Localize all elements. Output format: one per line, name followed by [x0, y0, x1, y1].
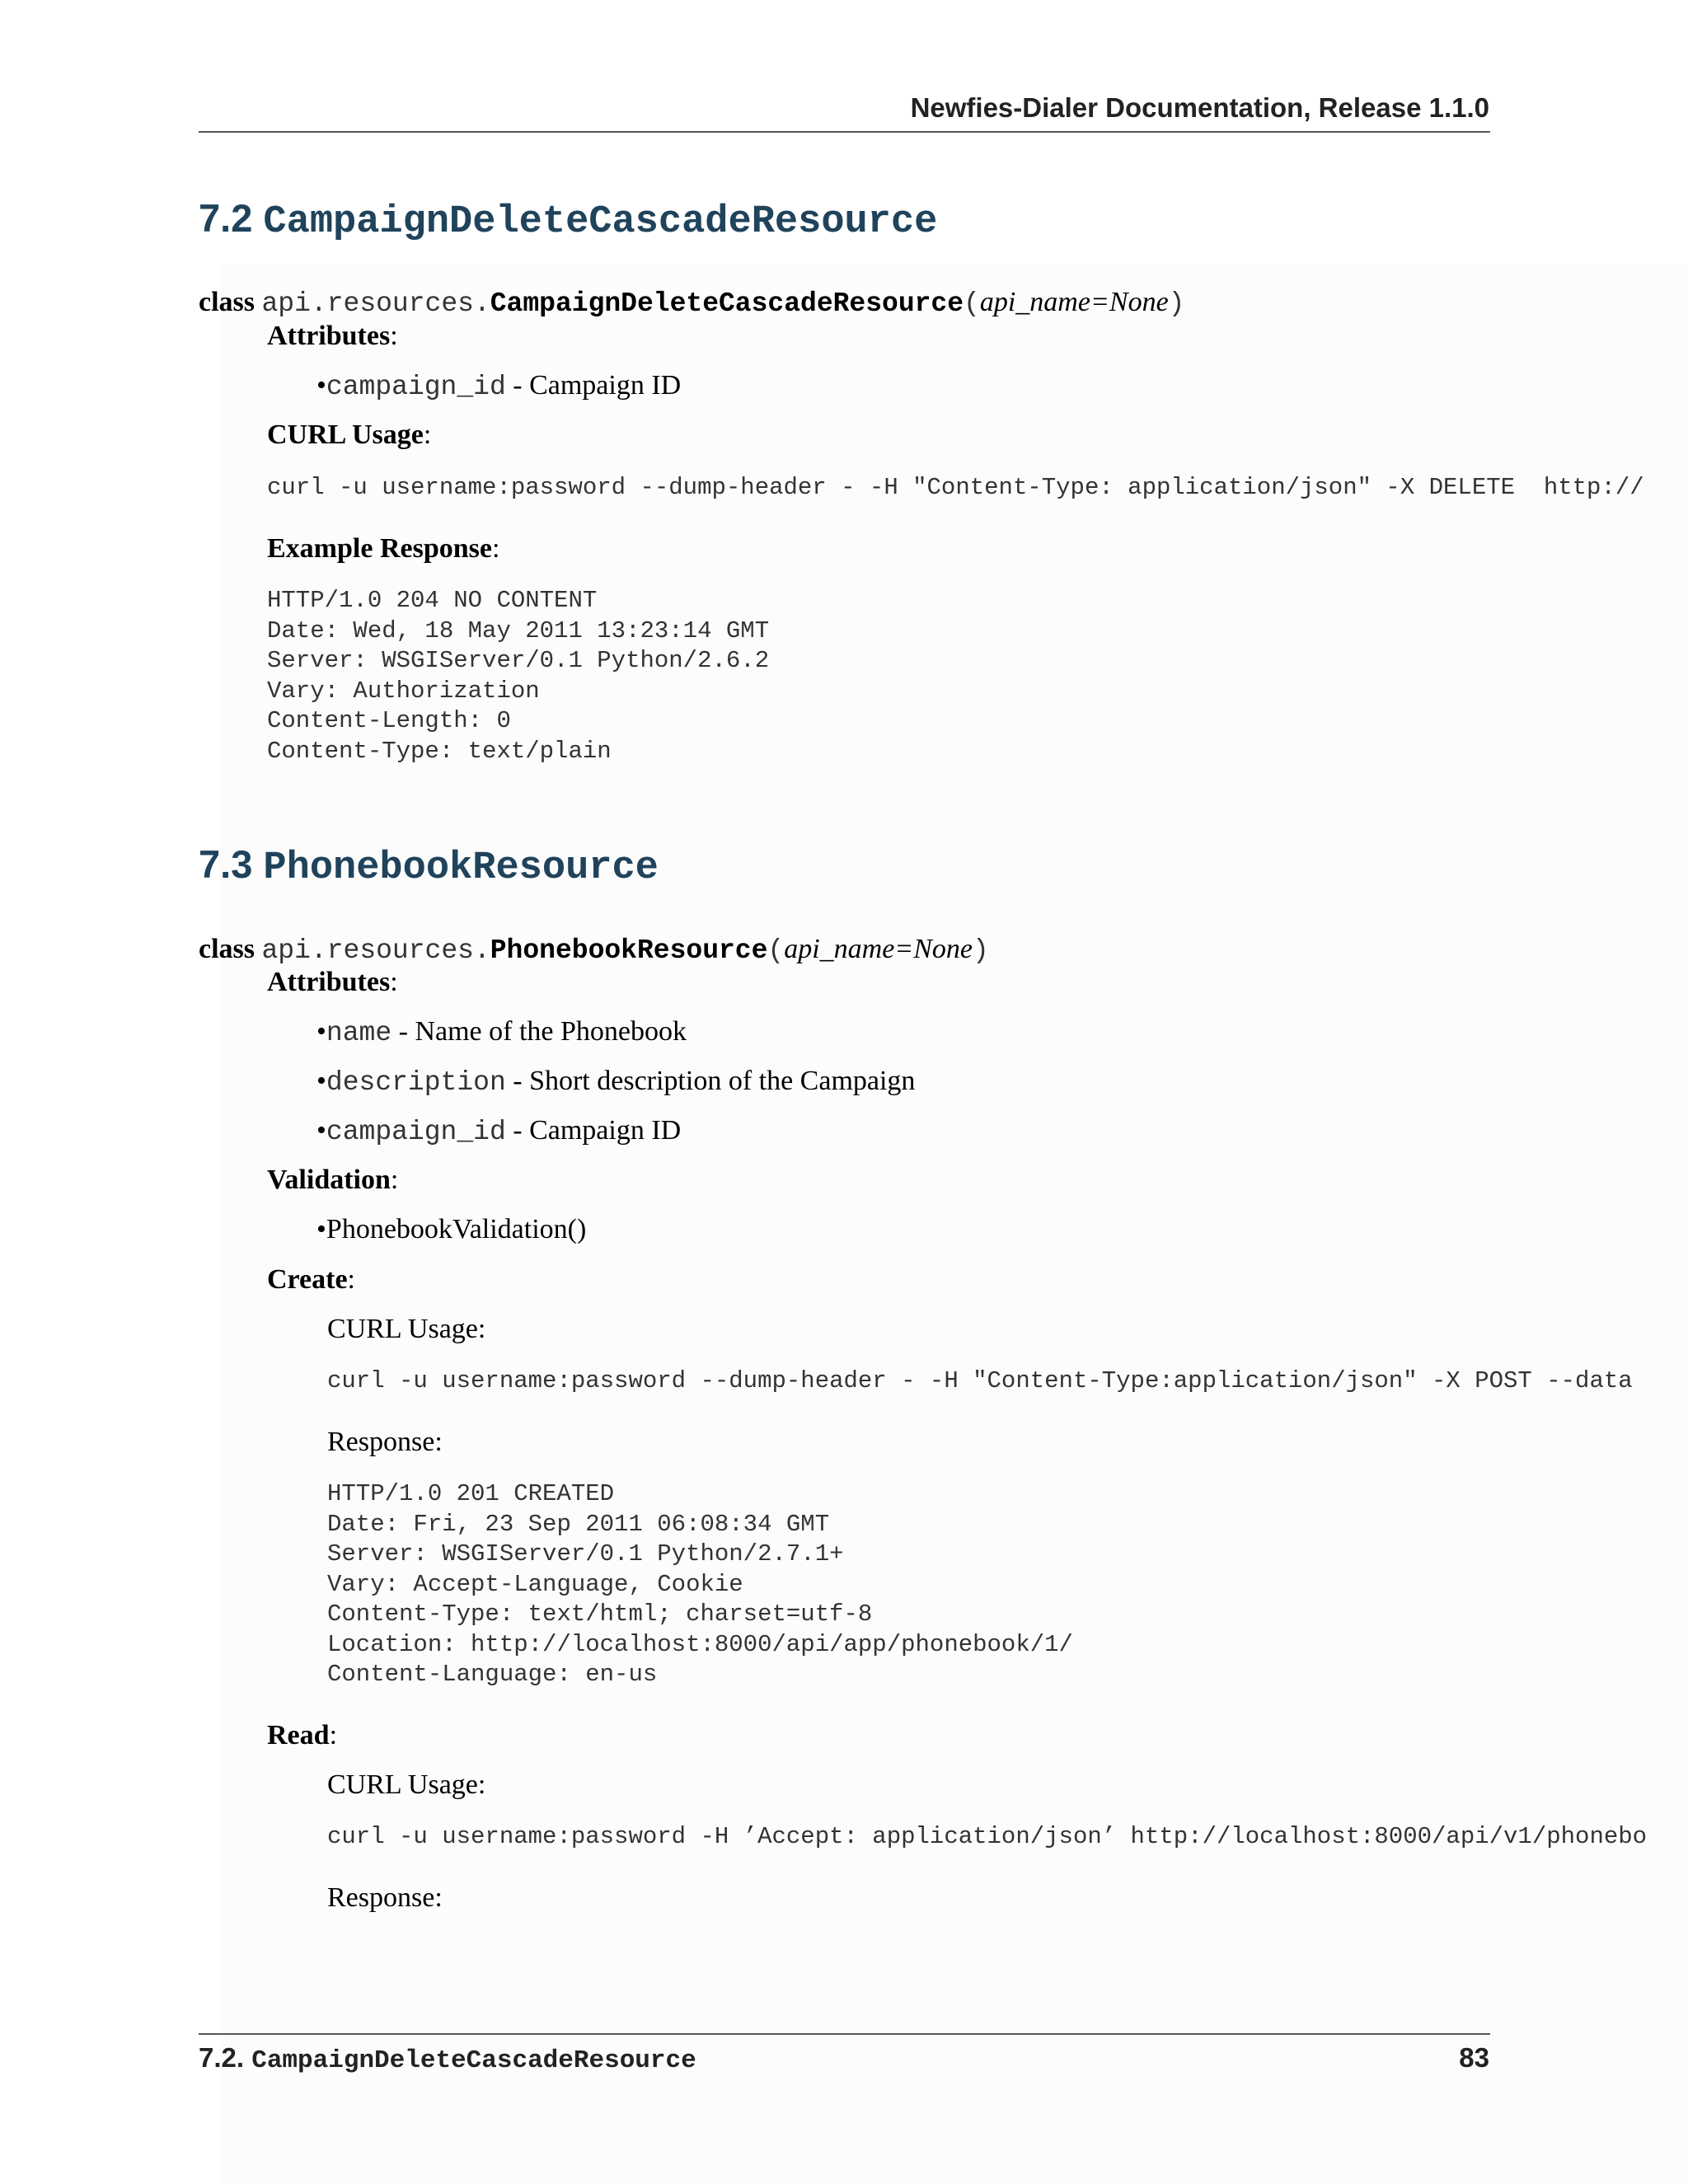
read-response-label: Response:: [327, 1882, 443, 1913]
class-module: api.resources.: [261, 935, 490, 966]
section-title: PhonebookResource: [263, 846, 659, 890]
create-curl-code-block: curl -u username:password --dump-header - -H "Content-Type:application/json" -X POST --data: [327, 1367, 1633, 1394]
attribute-name: name: [326, 1018, 392, 1048]
validation-item: •PhonebookValidation(): [316, 1214, 587, 1244]
create-label: Create:: [267, 1264, 355, 1295]
attributes-label: Attributes:: [267, 967, 398, 997]
create-response-code-block: HTTP/1.0 201 CREATED Date: Fri, 23 Sep 2011 06:08:34 GMT Server: WSGIServer/0.1 Python/2.7.1+ Vary: Accept-Language, Cookie Content-Type: text/html; charset=utf-8 Location: http://localhost:8000/api/app/phonebook/1/ Content-Language: en-us: [327, 1480, 1073, 1688]
section-title: CampaignDeleteCascadeResource: [263, 200, 938, 244]
section-number: 7.3: [199, 842, 253, 886]
footer-section: [199, 2042, 696, 2075]
create-response-label: Response:: [327, 1427, 443, 1457]
read-curl-label: CURL Usage:: [327, 1769, 486, 1800]
section-number: 7.2: [199, 196, 253, 240]
footer-rule: [199, 2033, 1490, 2035]
attribute-item: •name - Name of the Phonebook: [316, 1016, 687, 1048]
example-response-label: Example Response:: [267, 533, 500, 564]
section-heading-7-3: [199, 841, 659, 890]
attribute-name: campaign_id: [326, 1117, 506, 1147]
attribute-name: campaign_id: [326, 372, 506, 402]
create-curl-label: CURL Usage:: [327, 1314, 486, 1344]
attribute-desc: - Short description of the Campaign: [505, 1066, 916, 1096]
class-keyword: class: [199, 287, 255, 317]
attribute-item: •campaign_id - Campaign ID: [316, 1115, 682, 1147]
section-heading-7-2: [199, 195, 937, 244]
class-keyword: class: [199, 934, 255, 964]
class-params: api_name=None: [784, 934, 973, 964]
attributes-label: Attributes:: [267, 321, 398, 351]
read-curl-code-block: curl -u username:password -H ’Accept: application/json’ http://localhost:8000/api/v1/phonebo: [327, 1823, 1648, 1850]
attribute-desc: - Campaign ID: [505, 370, 682, 401]
class-module: api.resources.: [261, 288, 490, 319]
class-name: PhonebookResource: [490, 935, 768, 966]
running-header: Newfies-Dialer Documentation, Release 1.1.0: [910, 92, 1489, 123]
header-rule: [199, 131, 1490, 133]
read-label: Read:: [267, 1720, 338, 1750]
class-signature: class api.resources.PhonebookResource(api_name=None): [199, 934, 989, 966]
class-params: api_name=None: [979, 287, 1169, 317]
footer-section-title: CampaignDeleteCascadeResource: [251, 2046, 696, 2075]
validation-label: Validation:: [267, 1165, 399, 1195]
class-name: CampaignDeleteCascadeResource: [490, 288, 964, 319]
curl-usage-label: CURL Usage:: [267, 419, 432, 450]
curl-code-block: curl -u username:password --dump-header - -H "Content-Type: application/json" -X DELETE http://: [267, 474, 1644, 501]
class-signature: class api.resources.CampaignDeleteCascadeResource(api_name=None): [199, 287, 1185, 319]
response-code-block: HTTP/1.0 204 NO CONTENT Date: Wed, 18 May 2011 13:23:14 GMT Server: WSGIServer/0.1 Python/2.6.2 Vary: Authorization Content-Length: 0 Content-Type: text/plain: [267, 587, 770, 765]
page-number: 83: [1459, 2042, 1489, 2073]
footer-section-number: 7.2.: [199, 2042, 245, 2073]
attribute-name: description: [326, 1067, 506, 1098]
attribute-item: •description - Short description of the Campaign: [316, 1066, 916, 1098]
attribute-item: •campaign_id - Campaign ID: [316, 370, 682, 402]
attribute-desc: - Campaign ID: [505, 1115, 682, 1146]
attribute-desc: - Name of the Phonebook: [392, 1016, 687, 1047]
